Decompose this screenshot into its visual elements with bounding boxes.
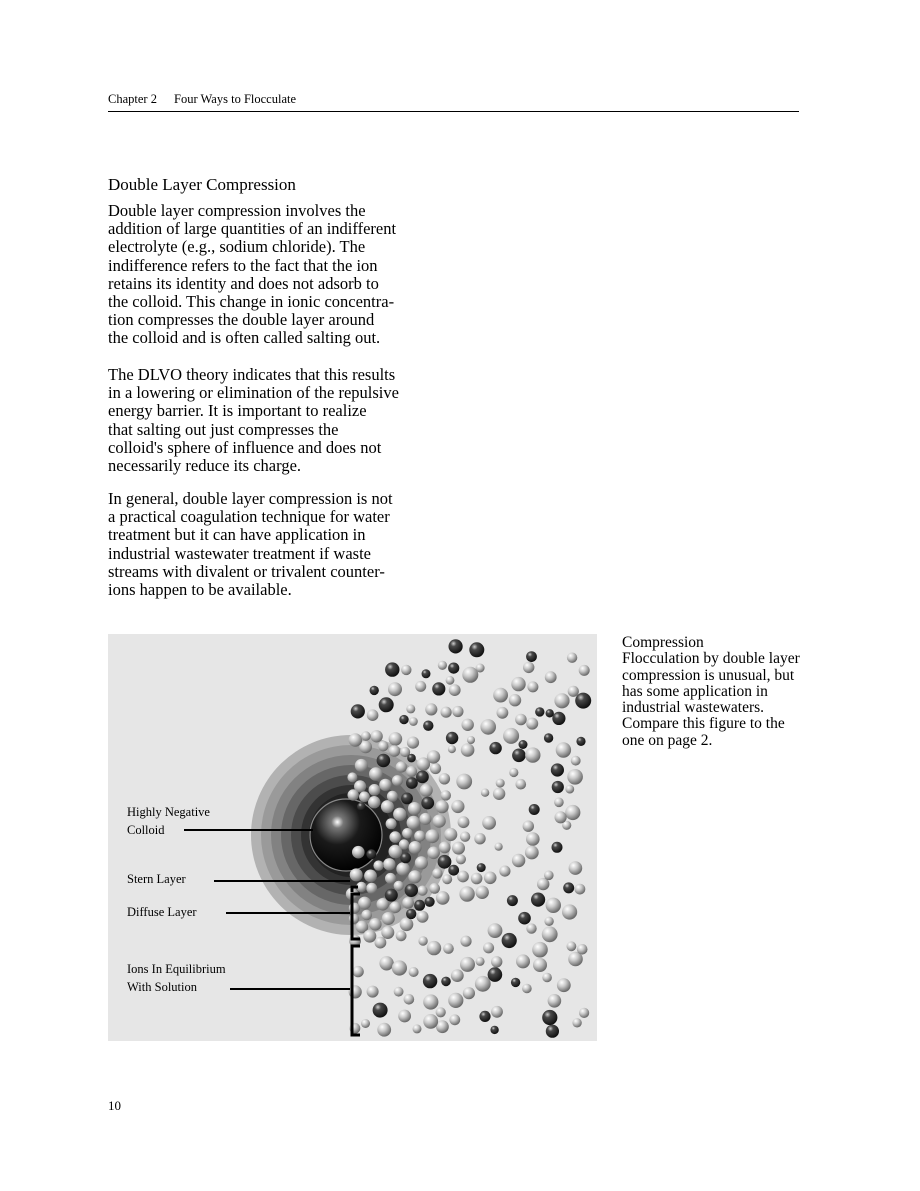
co-ion <box>533 958 547 972</box>
counter-ion <box>511 978 520 987</box>
co-ion <box>525 846 539 860</box>
co-ion <box>577 944 588 955</box>
text-line: colloid's sphere of influence and does not <box>108 437 382 457</box>
co-ion <box>523 821 534 832</box>
co-ion <box>361 731 371 741</box>
co-ion <box>442 874 452 884</box>
co-ion <box>406 704 415 713</box>
co-ion <box>446 676 455 685</box>
co-ion <box>448 745 456 753</box>
co-ion <box>456 774 472 790</box>
co-ion <box>396 930 407 941</box>
co-ion <box>567 653 577 663</box>
co-ion <box>436 891 450 905</box>
text-line: The DLVO theory indicates that this results <box>108 365 396 384</box>
co-ion <box>401 665 411 675</box>
co-ion <box>423 994 438 1009</box>
co-ion <box>364 870 377 883</box>
co-ion <box>406 766 417 777</box>
co-ion <box>392 775 403 786</box>
paragraph-2 <box>108 366 443 475</box>
co-ion <box>377 1023 391 1037</box>
text-line: indifference refers to the fact that the ion <box>108 255 378 275</box>
co-ion <box>554 798 564 808</box>
counter-ion <box>416 771 429 784</box>
counter-ion <box>546 709 554 717</box>
counter-ion <box>432 682 445 695</box>
co-ion <box>379 779 391 791</box>
co-ion <box>396 761 407 772</box>
co-ion <box>496 779 505 788</box>
paragraph-3 <box>108 490 443 599</box>
co-ion <box>449 684 461 696</box>
text-line: that salting out just compresses the <box>108 419 339 439</box>
co-ion <box>523 662 534 673</box>
co-ion <box>579 1008 589 1018</box>
co-ion <box>542 973 552 983</box>
co-ion <box>417 886 427 896</box>
co-ion <box>493 688 508 703</box>
compression-figure <box>108 634 597 1041</box>
co-ion <box>488 923 503 938</box>
co-ion <box>355 759 368 772</box>
counter-ion <box>449 639 463 653</box>
co-ion <box>363 930 376 943</box>
counter-ion <box>544 733 553 742</box>
co-ion <box>448 993 463 1008</box>
caption-title: Compression <box>622 634 704 651</box>
co-ion <box>459 886 474 901</box>
co-ion <box>389 831 401 843</box>
co-ion <box>366 883 377 894</box>
co-ion <box>387 791 398 802</box>
co-ion <box>451 800 464 813</box>
ions-label-line2: With Solution <box>127 980 197 994</box>
running-header <box>108 91 799 112</box>
co-ion <box>449 1014 460 1025</box>
co-ion <box>451 969 464 982</box>
counter-ion <box>414 900 425 911</box>
caption-line: Flocculation by double layer <box>622 650 800 668</box>
co-ion <box>385 873 396 884</box>
co-ion <box>432 868 442 878</box>
co-ion <box>462 667 478 683</box>
counter-ion <box>542 1010 557 1025</box>
co-ion <box>361 910 372 921</box>
paragraph-1 <box>108 202 443 348</box>
text-line: energy barrier. It is important to realize <box>108 401 367 421</box>
co-ion <box>532 942 548 958</box>
co-ion <box>402 828 413 839</box>
caption-line: has some application in <box>622 682 768 700</box>
co-ion <box>525 747 540 762</box>
co-ion <box>527 681 538 692</box>
counter-ion <box>406 909 416 919</box>
co-ion <box>461 743 475 757</box>
co-ion <box>392 960 407 975</box>
co-ion <box>526 832 540 846</box>
co-ion <box>482 816 496 830</box>
co-ion <box>441 707 452 718</box>
co-ion <box>390 902 402 914</box>
co-ion <box>352 966 363 977</box>
counter-ion <box>377 754 391 768</box>
counter-ion <box>448 865 459 876</box>
co-ion <box>484 872 497 885</box>
co-ion <box>544 871 554 881</box>
counter-ion <box>405 884 418 897</box>
colloid-label <box>127 803 210 839</box>
co-ion <box>415 681 426 692</box>
counter-ion <box>401 793 413 805</box>
co-ion <box>394 987 404 997</box>
co-ion <box>548 994 562 1008</box>
counter-ion <box>406 777 418 789</box>
co-ion <box>555 811 567 823</box>
co-ion <box>381 926 394 939</box>
co-ion <box>569 861 583 875</box>
co-ion <box>420 784 433 797</box>
co-ion <box>433 815 446 828</box>
counter-ion <box>407 754 416 763</box>
co-ion <box>458 816 470 828</box>
negative-colloid <box>310 799 382 871</box>
co-ion <box>497 707 509 719</box>
co-ion <box>400 918 414 932</box>
counter-ion <box>479 1011 490 1022</box>
co-ion <box>382 912 395 925</box>
co-ion <box>572 1018 581 1027</box>
counter-ion <box>441 977 451 987</box>
ions-equilibrium-label <box>127 960 226 996</box>
co-ion <box>452 706 463 717</box>
co-ion <box>522 984 532 994</box>
counter-ion <box>489 742 501 754</box>
page-number: 10 <box>108 1098 121 1113</box>
co-ion <box>441 790 451 800</box>
counter-ion <box>518 912 531 925</box>
co-ion <box>373 860 383 870</box>
counter-ion <box>385 889 398 902</box>
caption-line: compression is unusual, but <box>622 666 795 684</box>
counter-ion <box>563 882 574 893</box>
co-ion <box>545 671 557 683</box>
counter-ion <box>366 849 376 859</box>
co-ion <box>467 736 475 744</box>
counter-ion <box>438 855 452 869</box>
colloid-label-line1: Highly Negative <box>127 805 210 819</box>
text-line: treatment but it can have application in <box>108 525 366 545</box>
co-ion <box>499 866 510 877</box>
counter-ion <box>519 740 528 749</box>
co-ion <box>408 802 421 815</box>
caption-line: industrial wastewaters. <box>622 699 765 717</box>
co-ion <box>427 941 441 955</box>
text-line: electrolyte (e.g., sodium chloride). The <box>108 237 366 257</box>
text-line: necessarily reduce its charge. <box>108 456 302 476</box>
counter-ion <box>477 863 486 872</box>
counter-ion <box>526 651 537 662</box>
caption-line: Compare this figure to the <box>622 715 785 733</box>
co-ion <box>483 942 494 953</box>
co-ion <box>413 1024 422 1033</box>
co-ion <box>457 871 469 883</box>
co-ion <box>414 831 425 842</box>
co-ion <box>415 856 428 869</box>
co-ion <box>425 829 439 843</box>
co-ion <box>408 870 421 883</box>
co-ion <box>557 978 571 992</box>
co-ion <box>480 719 496 735</box>
co-ion <box>516 779 527 790</box>
co-ion <box>409 717 418 726</box>
co-ion <box>430 763 441 774</box>
co-ion <box>350 868 363 881</box>
co-ion <box>579 665 590 676</box>
co-ion <box>367 986 379 998</box>
co-ion <box>456 854 466 864</box>
counter-ion <box>469 642 484 657</box>
section-title: Double Layer Compression <box>108 175 296 194</box>
co-ion <box>399 839 409 849</box>
co-ion <box>544 917 553 926</box>
co-ion <box>565 805 580 820</box>
co-ion <box>509 768 518 777</box>
text-line: addition of large quantities of an indifferent <box>108 219 397 239</box>
counter-ion <box>379 697 394 712</box>
counter-ion <box>423 721 433 731</box>
co-ion <box>379 956 393 970</box>
co-ion <box>567 769 583 785</box>
counter-ion <box>370 686 379 695</box>
co-ion <box>368 796 380 808</box>
co-ion <box>443 943 454 954</box>
co-ion <box>471 873 483 885</box>
co-ion <box>383 858 395 870</box>
co-ion <box>386 818 397 829</box>
co-ion <box>398 1010 411 1023</box>
co-ion <box>404 994 415 1005</box>
co-ion <box>407 737 419 749</box>
text-line: retains its identity and does not adsorb to <box>108 273 379 293</box>
co-ion <box>516 954 530 968</box>
co-ion <box>452 842 465 855</box>
co-ion <box>463 987 475 999</box>
co-ion <box>420 813 432 825</box>
counter-ion <box>357 802 366 811</box>
co-ion <box>427 750 440 763</box>
counter-ion <box>421 797 434 810</box>
co-ion <box>526 718 538 730</box>
counter-ion <box>575 693 591 709</box>
co-ion <box>439 842 451 854</box>
counter-ion <box>425 897 435 907</box>
co-ion <box>427 847 440 860</box>
co-ion <box>381 800 394 813</box>
co-ion <box>361 1019 370 1028</box>
co-ion <box>476 886 489 899</box>
counter-ion <box>373 1003 388 1018</box>
co-ion <box>389 732 403 746</box>
co-ion <box>526 923 536 933</box>
co-ion <box>349 914 359 924</box>
co-ion <box>348 789 359 800</box>
counter-ion <box>531 893 545 907</box>
co-ion <box>367 709 379 721</box>
counter-ion <box>423 974 437 988</box>
diffuse-layer-label: Diffuse Layer <box>127 905 197 919</box>
co-ion <box>375 937 387 949</box>
co-ion <box>436 1007 446 1017</box>
text-line: the colloid and is often called salting out. <box>108 328 381 348</box>
counter-ion <box>552 842 563 853</box>
co-ion <box>460 832 470 842</box>
co-ion <box>359 791 370 802</box>
text-line: streams with divalent or trivalent counter- <box>108 561 385 581</box>
co-ion <box>369 767 383 781</box>
co-ion <box>567 941 577 951</box>
counter-ion <box>576 737 585 746</box>
counter-ion <box>400 853 411 864</box>
co-ion <box>439 773 450 784</box>
counter-ion <box>535 707 544 716</box>
counter-ion <box>399 715 408 724</box>
figure-caption <box>622 635 800 749</box>
counter-ion <box>446 732 458 744</box>
counter-ion <box>422 669 431 678</box>
co-ion <box>438 661 447 670</box>
counter-ion <box>552 712 565 725</box>
counter-ion <box>546 1025 559 1038</box>
co-ion <box>556 742 571 757</box>
co-ion <box>491 1006 503 1018</box>
co-ion <box>503 728 519 744</box>
co-ion <box>389 745 401 757</box>
colloid-label-line2: Colloid <box>127 823 165 837</box>
counter-ion <box>385 662 399 676</box>
co-ion <box>378 741 388 751</box>
counter-ion <box>488 967 503 982</box>
co-ion <box>418 936 427 945</box>
counter-ion <box>551 763 564 776</box>
co-ion <box>444 828 457 841</box>
counter-ion <box>512 749 526 763</box>
co-ion <box>554 693 569 708</box>
chapter-title: Four Ways to Flocculate <box>174 92 297 106</box>
chapter-number: Chapter 2 <box>108 92 157 106</box>
co-ion <box>474 833 485 844</box>
co-ion <box>565 785 574 794</box>
co-ion <box>460 936 471 947</box>
counter-ion <box>502 933 517 948</box>
co-ion <box>515 714 527 726</box>
co-ion <box>512 854 525 867</box>
counter-ion <box>507 895 518 906</box>
co-ion <box>369 784 381 796</box>
counter-ion <box>351 704 365 718</box>
co-ion <box>568 686 579 697</box>
co-ion <box>369 918 382 931</box>
co-ion <box>423 1014 438 1029</box>
co-ion <box>394 881 404 891</box>
stern-layer-label: Stern Layer <box>127 872 186 886</box>
text-line: tion compresses the double layer around <box>108 310 375 330</box>
co-ion <box>349 733 363 747</box>
co-ion <box>396 862 410 876</box>
co-ion <box>402 897 414 909</box>
co-ion <box>475 976 491 992</box>
co-ion <box>511 677 525 691</box>
co-ion <box>347 772 357 782</box>
text-line: in a lowering or elimination of the repulsive <box>108 383 399 403</box>
text-line: ions happen to be available. <box>108 580 292 600</box>
counter-ion <box>552 781 564 793</box>
counter-ion <box>490 1026 498 1034</box>
co-ion <box>409 967 419 977</box>
caption-line: one on page 2. <box>622 731 713 749</box>
co-ion <box>358 897 371 910</box>
co-ion <box>393 808 406 821</box>
co-ion <box>370 730 382 742</box>
co-ion <box>481 789 489 797</box>
text-line: Double layer compression involves the <box>108 201 366 220</box>
co-ion <box>417 911 429 923</box>
co-ion <box>462 719 474 731</box>
text-line: the colloid. This change in ionic concentra- <box>108 292 395 312</box>
co-ion <box>493 788 505 800</box>
counter-ion <box>448 663 459 674</box>
co-ion <box>425 703 437 715</box>
counter-ion <box>529 804 540 815</box>
co-ion <box>349 903 360 914</box>
co-ion <box>546 898 561 913</box>
co-ion <box>476 957 485 966</box>
co-ion <box>388 682 402 696</box>
co-ion <box>562 904 577 919</box>
co-ion <box>352 846 365 859</box>
co-ion <box>509 694 521 706</box>
co-ion <box>460 957 475 972</box>
text-line: a practical coagulation technique for water <box>108 507 390 527</box>
co-ion <box>571 756 581 766</box>
co-ion <box>495 843 503 851</box>
co-ion <box>429 883 440 894</box>
ions-label-line1: Ions In Equilibrium <box>127 962 226 976</box>
co-ion <box>407 816 421 830</box>
co-ion <box>491 956 502 967</box>
co-ion <box>409 841 422 854</box>
co-ion <box>436 800 449 813</box>
text-line: In general, double layer compression is not <box>108 489 393 508</box>
co-ion <box>575 884 586 895</box>
text-line: industrial wastewater treatment if waste <box>108 543 371 563</box>
co-ion <box>542 926 558 942</box>
